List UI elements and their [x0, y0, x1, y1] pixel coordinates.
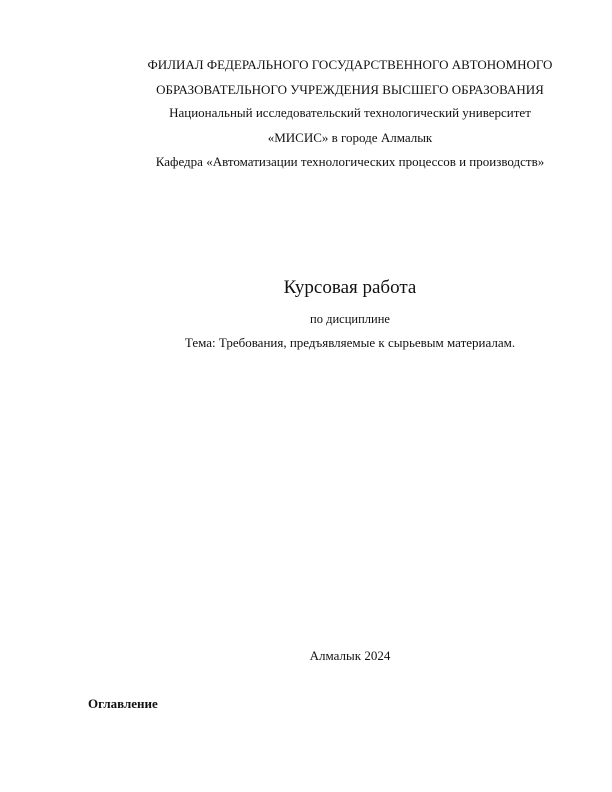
topic-line: Тема: Требования, предъявляемые к сырьевым материалам.	[184, 335, 516, 350]
toc-heading: Оглавление	[88, 696, 158, 711]
document-title: Курсовая работа	[283, 277, 417, 298]
discipline-label: по дисциплине	[310, 312, 390, 326]
header-line-3: Национальный исследовательский технологический университет	[169, 105, 531, 120]
header-line-4: «МИСИС» в городе Алмалык	[267, 130, 433, 145]
header-line-1: ФИЛИАЛ ФЕДЕРАЛЬНОГО ГОСУДАРСТВЕННОГО АВТОНОМНОГО	[147, 57, 553, 72]
city-year: Алмалык 2024	[309, 648, 391, 663]
header-line-5: Кафедра «Автоматизации технологических процессов и производств»	[155, 154, 545, 169]
header-line-2: ОБРАЗОВАТЕЛЬНОГО УЧРЕЖДЕНИЯ ВЫСШЕГО ОБРАЗОВАНИЯ	[156, 82, 544, 97]
